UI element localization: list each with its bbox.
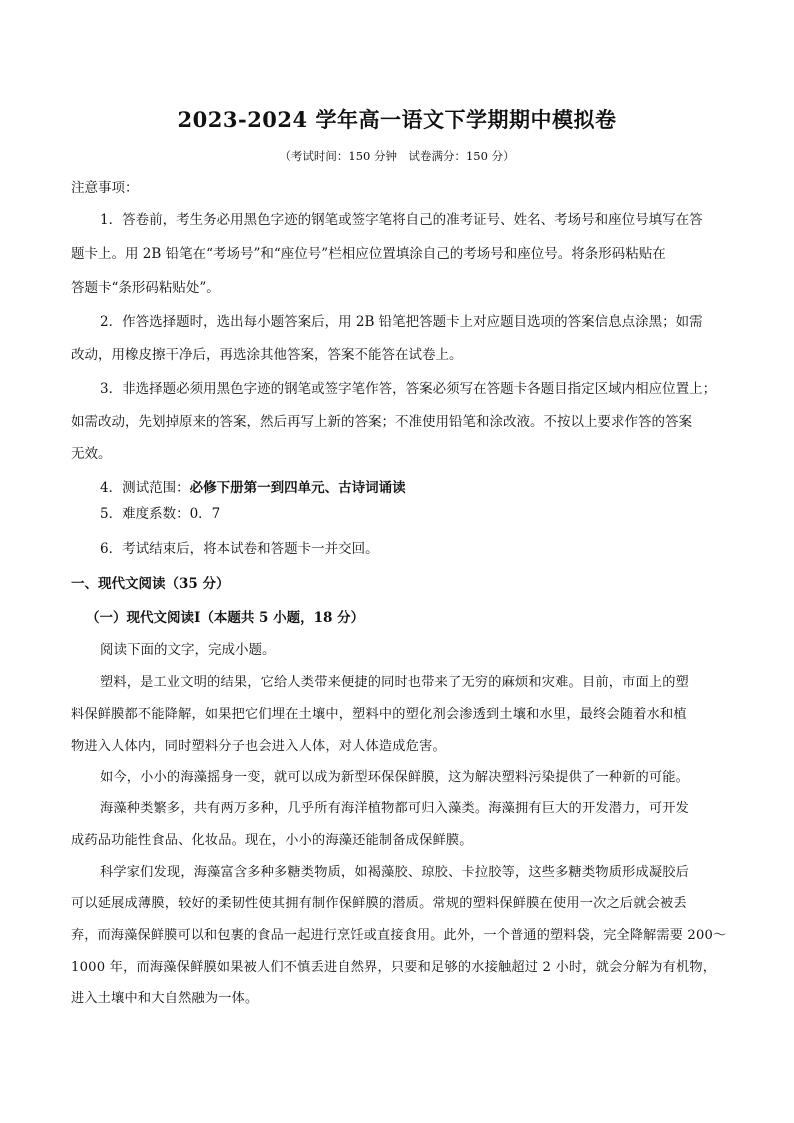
notice-item-3-line-3: 无效。 [71,446,112,462]
passage-p3-line-2: 成药品功能性食品、化妆品。现在，小小的海藻还能制备成保鲜膜。 [71,833,473,848]
passage-p2-line-1: 如今，小小的海藻摇身一变，就可以成为新型环保保鲜膜，这为解决塑料污染提供了一种新的可能。 [100,770,690,785]
passage-p4-line-3: 弃，而海藻保鲜膜可以和包裹的食品一起进行烹饪或直接食用。此外，一个普通的塑料袋，完全降解需要 200～ [71,928,727,943]
notice-item-1-line-1: 1．答卷前，考生务必用黑色字迹的钢笔或签字笔将自己的准考证号、姓名、考场号和座位号填写在答 [100,212,703,228]
section-heading: 一、现代文阅读（35 分） [71,576,230,592]
subsection-heading: （一）现代文阅读Ⅰ（本题共 5 小题，18 分） [86,610,365,626]
passage-p4-line-1: 科学家们发现，海藻富含多种多糖类物质，如褐藻胶、琼胶、卡拉胶等，这些多糖类物质形成凝胶后 [100,865,690,880]
notice-item-3-line-2: 如需改动，先划掉原来的答案，然后再写上新的答案；不准使用铅笔和涂改液。不按以上要求作答的答案 [71,414,692,430]
test-scope-value: 必修下册第一到四单元、古诗词诵读 [189,480,406,496]
passage-p1-line-3: 物进入人体内，同时塑料分子也会进入人体，对人体造成危害。 [71,739,446,754]
notice-item-1-line-2: 题卡上。用 2B 铅笔在“考场号”和“座位号”栏相应位置填涂自己的考场号和座位号。将条形码粘贴在 [71,246,666,262]
passage-p4-line-2: 可以延展成薄膜，较好的柔韧性使其拥有制作保鲜膜的潜质。常规的塑料保鲜膜在使用一次之后就会被丢 [71,896,687,911]
reading-instruction: 阅读下面的文字，完成小题。 [100,642,276,658]
page-title: 2023-2024 学年高一语文下学期期中模拟卷 [177,107,617,132]
notice-item-5: 5．难度系数：0．7 [100,506,221,522]
passage-p4-line-4: 1000 年，而海藻保鲜膜如果被人们不慎丢进自然界，只要和足够的水接触超过 2 小时，就会分解为有机物， [71,960,717,975]
test-scope-label: 4．测试范围： [100,480,190,496]
notice-item-6: 6．考试结束后，将本试卷和答题卡一并交回。 [100,541,379,557]
passage-p1-line-1: 塑料，是工业文明的结果，它给人类带来便捷的同时也带来了无穷的麻烦和灾难。目前，市面上的塑 [100,675,690,690]
notice-item-2-line-1: 2．作答选择题时，选出每小题答案后，用 2B 铅笔把答题卡上对应题目选项的答案信息点涂黑；如需 [100,314,703,330]
notice-heading: 注意事项： [71,180,139,196]
notice-item-2-line-2: 改动，用橡皮擦干净后，再选涂其他答案，答案不能答在试卷上。 [71,347,463,363]
exam-info: （考试时间：150 分钟 试卷满分：150 分） [279,149,515,163]
notice-item-1-line-3: 答题卡“条形码粘贴处”。 [71,280,220,296]
passage-p3-line-1: 海藻种类繁多，共有两万多种，几乎所有海洋植物都可归入藻类。海藻拥有巨大的开发潜力，可开发 [100,801,690,816]
passage-p4-line-5: 进入土壤中和大自然融为一体。 [71,991,259,1006]
notice-item-4 [100,482,406,496]
passage-p1-line-2: 料保鲜膜都不能降解，如果把它们埋在土壤中，塑料中的塑化剂会渗透到土壤和水里，最终会随着水和植 [71,707,687,722]
notice-item-3-line-1: 3．非选择题必须用黑色字迹的钢笔或签字笔作答，答案必须写在答题卡各题目指定区域内相应位置上； [100,381,717,397]
